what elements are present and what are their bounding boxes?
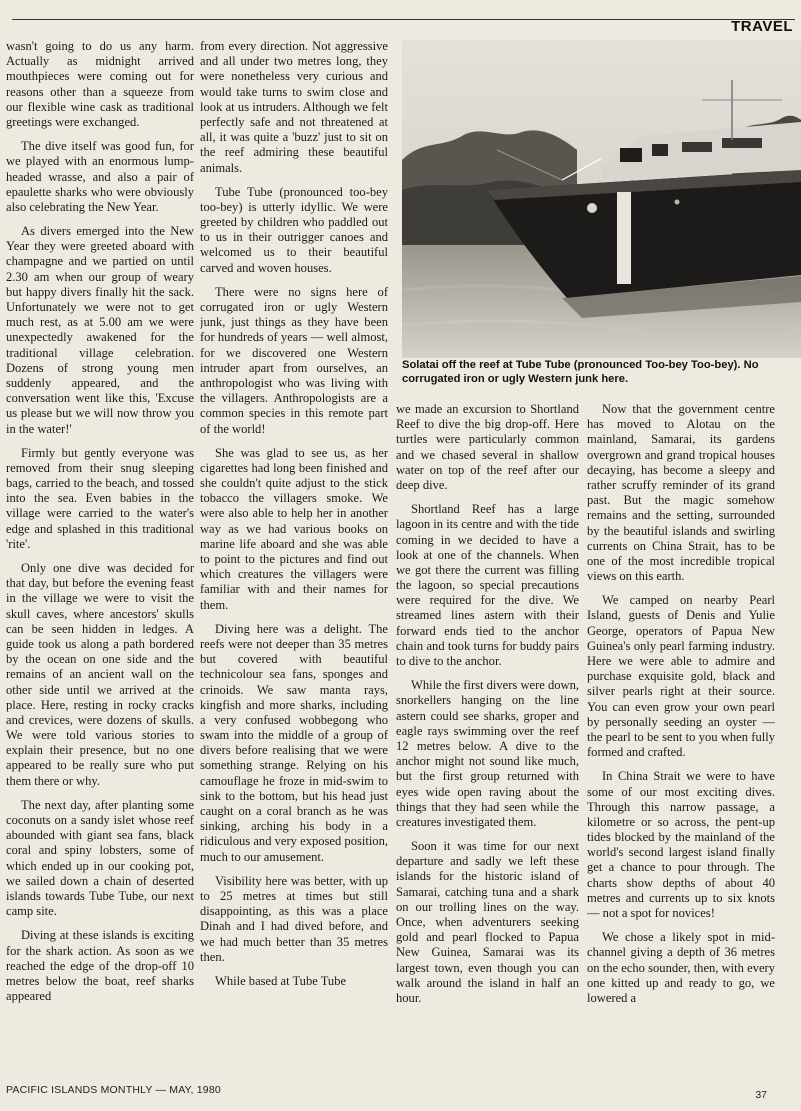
page-number: 37	[755, 1089, 767, 1101]
paragraph: Visibility here was better, with up to 25 metres at times but still disappointing, as this was a place Dinah and I had dived before, and we had much better than 35 metres then.	[200, 873, 388, 964]
paragraph: Tube Tube (pronounced too-bey too-bey) is utterly idyllic. We were greeted by children who paddled out to us in their outrigger canoes and welcomed us to their beautiful carved and woven houses.	[200, 184, 388, 275]
paragraph: The next day, after planting some coconuts on a sandy islet whose reef abounded with giant sea fans, black coral and spiny lobsters, some of which ended up in our cooking pot, we sailed down a chain of deserted islands towards Tube Tube, our next camp site.	[6, 797, 194, 919]
article-column-4	[587, 402, 775, 1087]
paragraph: Diving at these islands is exciting for the shark action. As soon as we reached the edge of the drop-off 10 metres below the boat, reef sharks appeared	[6, 928, 194, 1004]
paragraph: She was glad to see us, as her cigarettes had long been finished and she couldn't quite adjust to the stick tobacco the villagers smoke. We were also able to help her in another way as we had various books on marine life aboard and she was able to point to the pictures and find out which creatures the villagers were familiar with and their names for them.	[200, 445, 388, 612]
header-rule	[12, 19, 795, 20]
paragraph: Firmly but gently everyone was removed from their snug sleeping bags, carried to the beach, and tossed into the sea. Even babies in the village were carried to the water's edge and splashed in this traditional 'rite'.	[6, 445, 194, 551]
section-label: TRAVEL	[731, 18, 793, 35]
paragraph: Only one dive was decided for that day, but before the evening feast in the village we were to visit the skull caves, where ancestors' skulls can be seen hidden in ledges. A guide took us along a path bordered by the ocean on one side and the remains of an ancient wall on the other side until we arrived at the place. Here, resting in rocky cracks and crevices, were dozens of skulls. We were told various stories to explain their presence, but no one appeared to be really sure who put them there or why.	[6, 561, 194, 788]
publication-footer: PACIFIC ISLANDS MONTHLY — MAY, 1980	[6, 1084, 221, 1096]
article-column-3	[396, 402, 579, 1080]
paragraph: We chose a likely spot in mid-channel giving a depth of 36 metres on the echo sounder, then, with every one kitted up and ready to go, we lowered a	[587, 930, 775, 1005]
paragraph: Soon it was time for our next departure and sadly we left these islands for the historic island of Samarai, catching tuna and a shark on our trolling lines on the way. Once, when adventurers seeking gold and pearl flocked to Papua New Guinea, Samarai was its largest town, even though you can walk around the island in half an hour.	[396, 839, 579, 1005]
paragraph: from every direction. Not aggressive and all under two metres long, they were nonetheless very curious and would take turns to swim close and look at us intruders. Although we felt perfectly safe and not threatened at all, it was quite a 'buzz' just to sit on the reef admiring these beautiful animals.	[200, 39, 388, 175]
paragraph: There were no signs here of corrugated iron or ugly Western junk, just things as they have been for hundreds of years — well almost, for we discovered one Western intruder apart from ourselves, an anthropologist who was living with the villagers. Anthropologists are a common species in this remote part of the world!	[200, 284, 388, 436]
paragraph: Shortland Reef has a large lagoon in its centre and with the tide coming in we decided to have a look at one of the channels. When we got there the current was filling the lagoon, so special precautions were required for the dive. We streamed lines astern with their forward ends tied to the anchor chain and took turns for buddy pairs to dive to the anchor.	[396, 502, 579, 668]
paragraph: Now that the government centre has moved to Alotau on the mainland, Samarai, its gardens overgrown and grand tropical houses decaying, has become a sleepy and rather scruffy reminder of its grand past. But the magic somehow remains and the setting, surrounded by the beautiful islands and swirling currents on China Strait, has to be one of the most incredible tropical views on this earth.	[587, 402, 775, 584]
boat-photo-icon	[402, 40, 801, 358]
photo-caption: Solatai off the reef at Tube Tube (pronounced Too-bey Too-bey). No corrugated iron or ugly Western junk here.	[402, 359, 759, 385]
paragraph: The dive itself was good fun, for we played with an enormous lump-headed wrasse, and also a pair of epaulette sharks who were obviously also celebrating the New Year.	[6, 139, 194, 214]
paragraph: In China Strait we were to have some of our most exciting dives. Through this narrow passage, a kilometre or so across, the pent-up tides blocked by the mainland of the world's second largest island finally get a chance to pour through. The charts show depths of about 40 metres and currents up to six knots — not a spot for novices!	[587, 769, 775, 920]
paragraph: While based at Tube Tube	[215, 973, 347, 988]
paragraph: While the first divers were down, snorkellers hanging on the line astern could see sharks, groper and eagle rays swimming over the reef 12 metres below. A dive to the anchor might not sound like much, but the first group returned with eyes wide open raving about the things that they had seen while the creatures investigated them.	[396, 678, 579, 829]
paragraph: As divers emerged into the New Year they were greeted aboard with champagne and we partied on until 2.30 am when our group of weary but happy divers finally hit the sack. Unfortunately we were not to get much rest, as at 5.00 am we were unexpectedly awakened for the traditional village celebration. Dozens of strong young men suddenly appeared, and the conversation went like this, 'Excuse us please but we will now throw you in the water!'	[6, 224, 194, 436]
paragraph: Diving here was a delight. The reefs were not deeper than 35 metres but covered with beautiful technicolour sea fans, sponges and crinoids. We saw manta rays, kingfish and more sharks, including a very confused wobbegong who swam into the middle of a group of divers before realising that we were something strange. Relying on his camouflage he froze in mid-swim to sink to the bottom, but his head just caught on a coral branch as he was sinking, arching his body in a ridiculous and very exposed position, much to our amusement.	[200, 621, 388, 864]
article-column-1	[6, 39, 194, 1071]
paragraph: we made an excursion to Shortland Reef to dive the big drop-off. Here turtles were particularly common and we chased several in shallow water on top of the reef after our deep dive.	[396, 402, 579, 492]
article-column-2	[200, 39, 388, 1084]
paragraph: We camped on nearby Pearl Island, guests of Denis and Yulie George, operators of Papua New Guinea's only pearl farming industry. Here we were able to admire and purchase exquisite gold, black and silver pearls right at their source. You can even grow your own pearl by personally seeding an oyster — the pearl to be sent to you when fully formed and crafted.	[587, 593, 775, 760]
paragraph: wasn't going to do us any harm. Actually as midnight arrived mouthpieces were coming out for reasons other than a squeeze from our flexible wine cask as traditional greetings were exchanged.	[6, 39, 194, 129]
boat-photo	[402, 40, 801, 358]
